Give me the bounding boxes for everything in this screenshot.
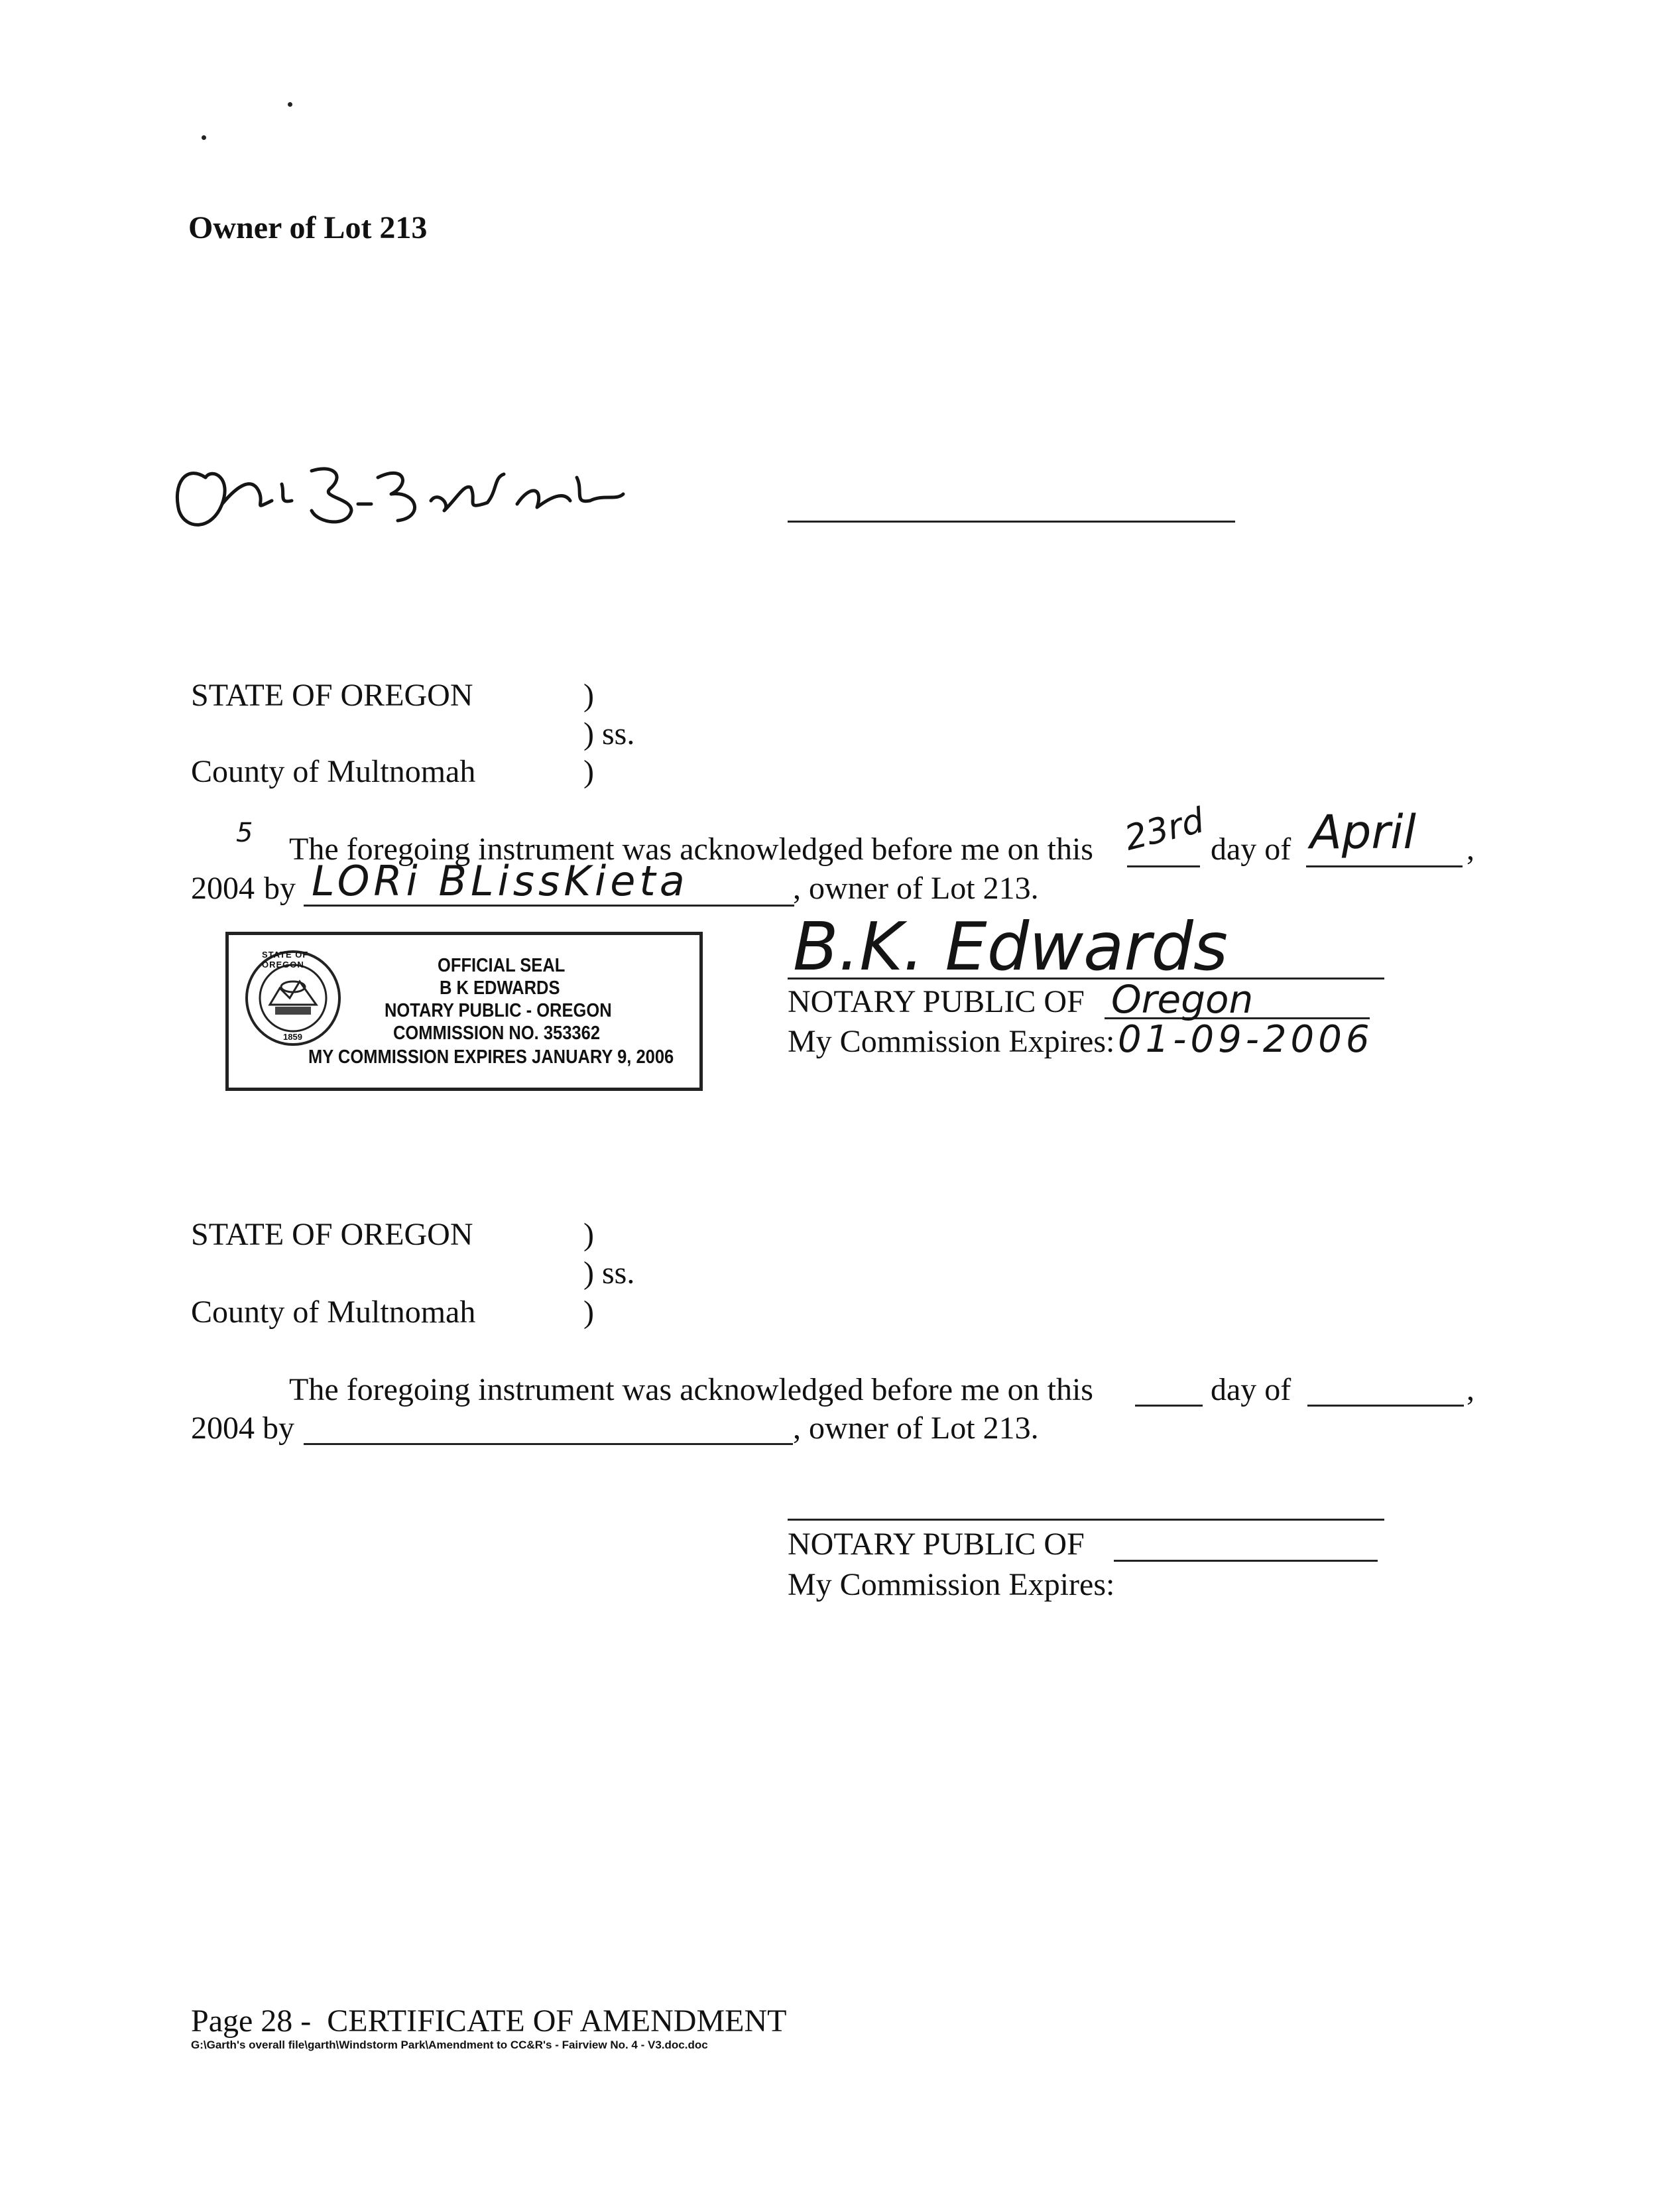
notary-signature: B.K. Edwards [793, 908, 1228, 985]
owner-suffix-2: , owner of Lot 213. [793, 1411, 1039, 1446]
ss-label-2: ) ss. [583, 1255, 635, 1291]
commission-expires: My Commission Expires: [788, 1024, 1115, 1059]
day-of-label: day of [1211, 832, 1291, 867]
owner-suffix: , owner of Lot 213. [793, 871, 1039, 906]
notary-signature-line [788, 978, 1384, 979]
state-seal-emblem [243, 948, 343, 1048]
seal-line-3: NOTARY PUBLIC - OREGON [385, 1000, 612, 1021]
notary-public-of: NOTARY PUBLIC OF [788, 984, 1085, 1019]
name-value: LORi BLissKieta [312, 857, 689, 905]
stray-mark [202, 135, 206, 140]
county-label: County of Multnomah [191, 754, 476, 789]
seal-line-2: B K EDWARDS [440, 978, 560, 999]
paren-1: ) [583, 678, 594, 713]
second-signature-line [788, 521, 1235, 523]
seal-line-1: OFFICIAL SEAL [438, 955, 566, 976]
comma-2: , [1467, 1372, 1474, 1407]
year-correction: 5 [236, 818, 253, 848]
owner-heading: Owner of Lot 213 [188, 210, 428, 245]
owner-signature [159, 438, 643, 544]
by-label: by [264, 871, 296, 906]
notary-state-field-2 [1114, 1560, 1378, 1562]
day-field [1127, 865, 1200, 867]
emblem-text: STATE OF OREGON [262, 950, 309, 970]
seal-line-4: COMMISSION NO. 353362 [393, 1023, 601, 1044]
month-field-2 [1307, 1405, 1464, 1407]
commission-expires-2: My Commission Expires: [788, 1567, 1115, 1602]
emblem-year: 1859 [283, 1032, 302, 1042]
notary-public-of-2: NOTARY PUBLIC OF [788, 1527, 1085, 1562]
paren-2: ) [583, 754, 594, 789]
month-value: April [1310, 805, 1416, 859]
day-field-2 [1135, 1405, 1203, 1407]
name-field-2 [304, 1443, 793, 1445]
notary-signature-line-2 [788, 1519, 1384, 1521]
acknowledgment-text: The foregoing instrument was acknowledged before me on this [289, 832, 1093, 867]
year-label: 2004 [191, 871, 255, 906]
day-of-label-2: day of [1211, 1372, 1291, 1407]
seal-line-5: MY COMMISSION EXPIRES JANUARY 9, 2006 [308, 1046, 674, 1068]
county-label-2: County of Multnomah [191, 1295, 476, 1330]
day-value: 23rd [1120, 800, 1209, 859]
footer-title: Page 28 - CERTIFICATE OF AMENDMENT [191, 2003, 787, 2039]
state-label-2: STATE OF OREGON [191, 1217, 473, 1252]
expires-value: 01-09-2006 [1118, 1018, 1374, 1061]
month-field [1306, 865, 1463, 867]
comma: , [1467, 832, 1474, 867]
state-label: STATE OF OREGON [191, 678, 473, 713]
paren-4: ) [583, 1295, 594, 1330]
ss-label: ) ss. [583, 716, 635, 751]
paren-3: ) [583, 1217, 594, 1252]
acknowledgment-text-2: The foregoing instrument was acknowledged before me on this [289, 1372, 1093, 1407]
notary-state-value: Oregon [1111, 977, 1254, 1022]
official-seal [225, 932, 703, 1091]
stray-mark [288, 102, 292, 107]
footer-file-path: G:\Garth's overall file\garth\Windstorm Park\Amendment to CC&R's - Fairview No. 4 - V3.doc.doc [191, 2039, 708, 2051]
year-by-label-2: 2004 by [191, 1411, 294, 1446]
